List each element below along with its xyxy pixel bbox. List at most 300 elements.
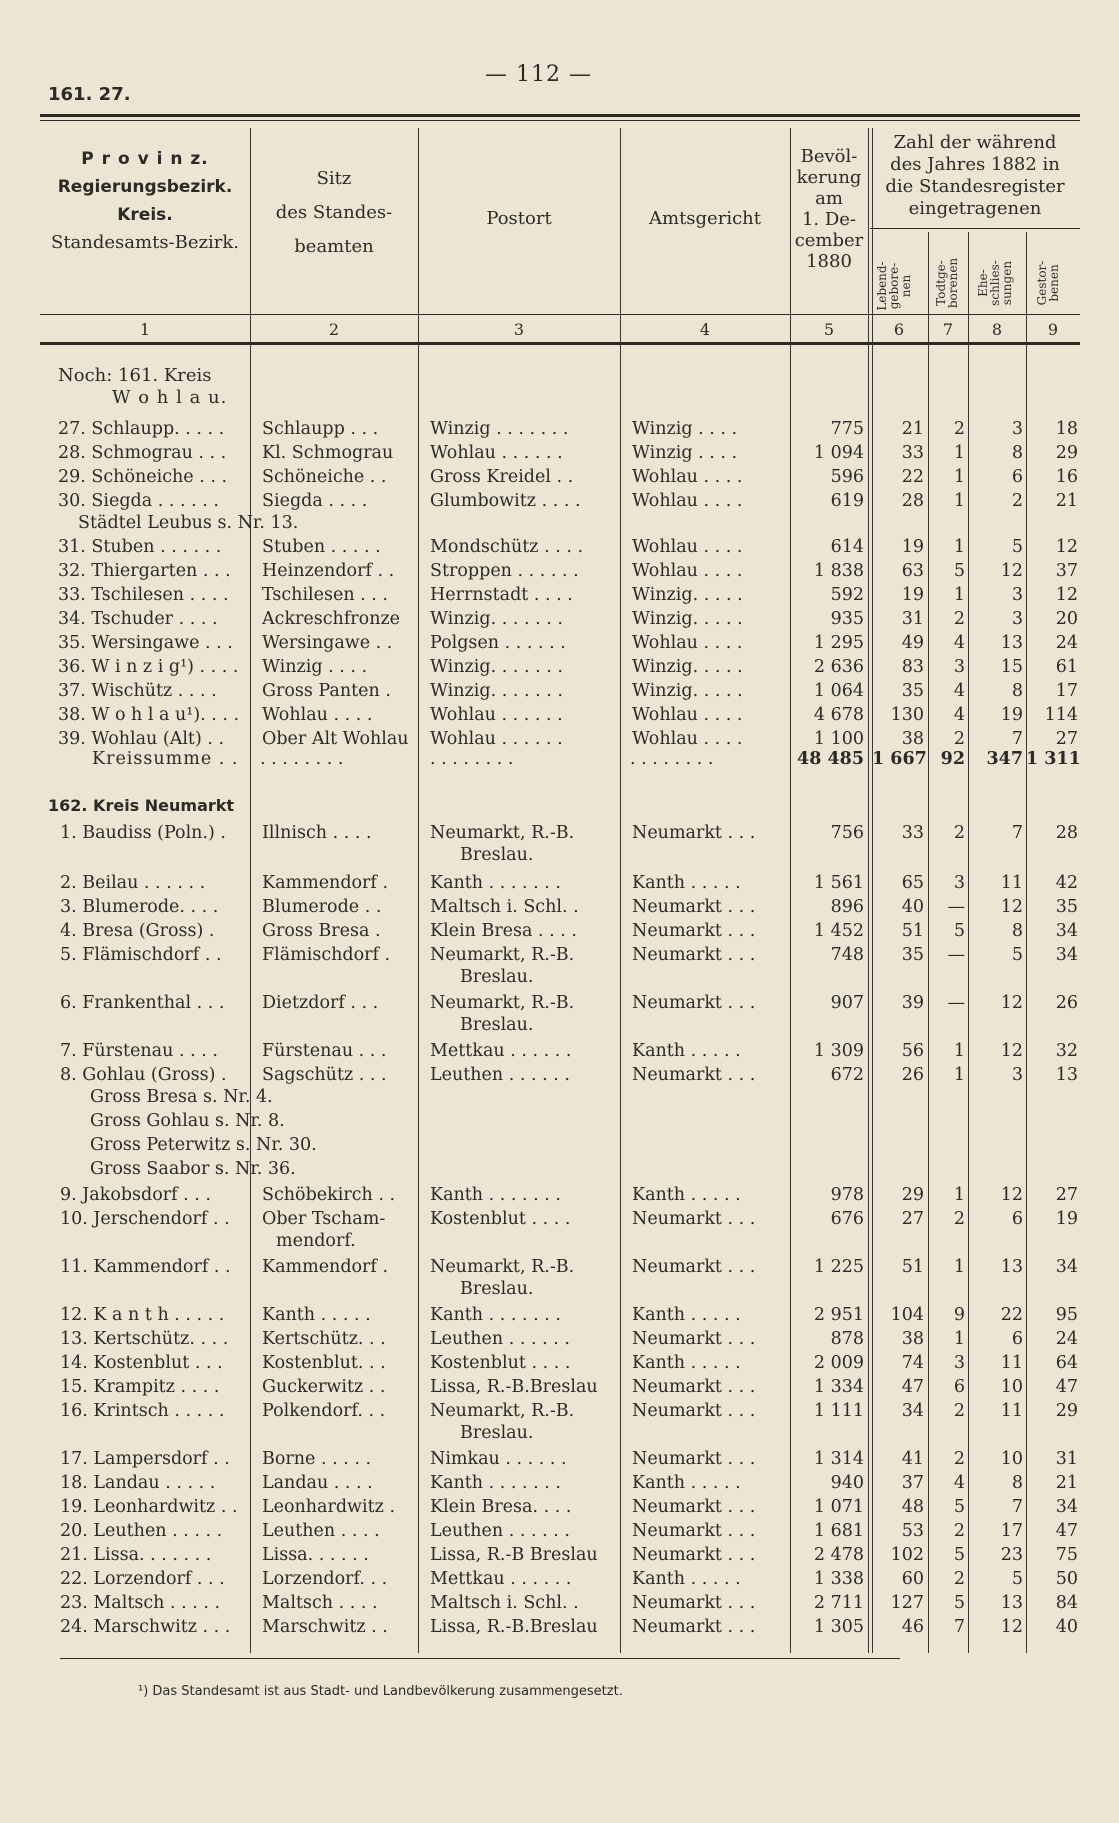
post-office: Lissa, R.-B.Breslau bbox=[430, 1617, 598, 1637]
value-l: 51 bbox=[901, 1257, 924, 1277]
value-t: 2 bbox=[953, 1569, 965, 1589]
value-l: 51 bbox=[901, 921, 924, 941]
post-office: Kanth . . . . . . . bbox=[430, 873, 561, 893]
district-name: 16. Krintsch . . . . . bbox=[60, 1401, 225, 1421]
value-l: 130 bbox=[890, 705, 924, 725]
registrar-seat: Kammendorf . bbox=[262, 873, 389, 893]
district-court: Kanth . . . . . bbox=[632, 1041, 741, 1061]
district-court: Wohlau . . . . bbox=[632, 561, 743, 581]
registrar-seat: Kostenblut. . . bbox=[262, 1353, 386, 1373]
value-v: 775 bbox=[830, 419, 864, 439]
post-office: Wohlau . . . . . . bbox=[430, 705, 563, 725]
value-l: 63 bbox=[901, 561, 924, 581]
header-bottom-rule bbox=[40, 314, 1080, 315]
sum-population: 48 485 bbox=[797, 749, 864, 769]
value-v: 748 bbox=[830, 945, 864, 965]
xref-gross-saabor: Gross Saabor s. Nr. 36. bbox=[90, 1159, 296, 1179]
registrar-seat: Blumerode . . bbox=[262, 897, 382, 917]
value-l: 22 bbox=[901, 467, 924, 487]
district-name: 34. Tschuder . . . . bbox=[58, 609, 218, 629]
value-e: 3 bbox=[1011, 1065, 1023, 1085]
value-e: 12 bbox=[1000, 897, 1023, 917]
value-e: 11 bbox=[1000, 873, 1023, 893]
value-t: 1 bbox=[953, 1041, 965, 1061]
district-name: 14. Kostenblut . . . bbox=[60, 1353, 223, 1373]
section-161-subtitle: W o h l a u. bbox=[112, 387, 228, 408]
value-e: 8 bbox=[1011, 1473, 1023, 1493]
value-t: 2 bbox=[953, 1449, 965, 1469]
registrar-seat: Kl. Schmograu bbox=[262, 443, 394, 463]
district-name: 24. Marschwitz . . . bbox=[60, 1617, 231, 1637]
xref-gross-peterwitz: Gross Peterwitz s. Nr. 30. bbox=[90, 1135, 317, 1155]
post-office: Wohlau . . . . . . bbox=[430, 443, 563, 463]
district-name: 3. Blumerode. . . . bbox=[60, 897, 219, 917]
registrar-seat: Schlaupp . . . bbox=[262, 419, 379, 439]
value-t: 1 bbox=[953, 1185, 965, 1205]
value-v: 2 636 bbox=[813, 657, 864, 677]
district-name: 39. Wohlau (Alt) . . bbox=[58, 729, 225, 749]
value-g: 95 bbox=[1055, 1305, 1078, 1325]
value-g: 47 bbox=[1055, 1521, 1078, 1541]
district-name: 28. Schmograu . . . bbox=[58, 443, 227, 463]
district-court: Winzig. . . . . bbox=[632, 657, 743, 677]
post-office: Herrnstadt . . . . bbox=[430, 585, 573, 605]
value-l: 49 bbox=[901, 633, 924, 653]
value-l: 19 bbox=[901, 585, 924, 605]
registrar-seat: Gross Bresa . bbox=[262, 921, 381, 941]
header-col9: Gestor- benen bbox=[1035, 260, 1061, 306]
post-office: Kanth . . . . . . . bbox=[430, 1305, 561, 1325]
value-g: 13 bbox=[1055, 1065, 1078, 1085]
district-court: Neumarkt . . . bbox=[632, 1545, 756, 1565]
value-v: 596 bbox=[830, 467, 864, 487]
value-g: 31 bbox=[1055, 1449, 1078, 1469]
value-l: 33 bbox=[901, 823, 924, 843]
district-name: 35. Wersingawe . . . bbox=[58, 633, 233, 653]
value-e: 23 bbox=[1000, 1545, 1023, 1565]
value-g: 26 bbox=[1055, 993, 1078, 1013]
colnum-8: 8 bbox=[991, 320, 1003, 339]
value-g: 34 bbox=[1055, 1257, 1078, 1277]
district-name: 32. Thiergarten . . . bbox=[58, 561, 231, 581]
district-name: 31. Stuben . . . . . . bbox=[58, 537, 222, 557]
district-court: Neumarkt . . . bbox=[632, 1401, 756, 1421]
value-l: 21 bbox=[901, 419, 924, 439]
registrar-seat: Guckerwitz . . bbox=[262, 1377, 386, 1397]
registrar-seat: Leuthen . . . . bbox=[262, 1521, 380, 1541]
registrar-seat: Schöneiche . . bbox=[262, 467, 387, 487]
registrar-seat: Wersingawe . . bbox=[262, 633, 393, 653]
value-g: 24 bbox=[1055, 1329, 1078, 1349]
district-court: Winzig . . . . bbox=[632, 443, 738, 463]
value-v: 2 009 bbox=[813, 1353, 864, 1373]
district-court: Winzig. . . . . bbox=[632, 609, 743, 629]
district-court: Neumarkt . . . bbox=[632, 1521, 756, 1541]
district-name: 11. Kammendorf . . bbox=[60, 1257, 231, 1277]
post-office-cont: Breslau. bbox=[460, 1423, 534, 1443]
value-t: 4 bbox=[953, 681, 965, 701]
district-court: Kanth . . . . . bbox=[632, 873, 741, 893]
colnum-3: 3 bbox=[513, 320, 525, 339]
value-g: 21 bbox=[1055, 1473, 1078, 1493]
header-col7: Todtge- borenen bbox=[934, 257, 960, 309]
post-office: Neumarkt, R.-B. bbox=[430, 993, 575, 1013]
value-t: 2 bbox=[953, 1521, 965, 1541]
value-e: 11 bbox=[1000, 1401, 1023, 1421]
value-g: 29 bbox=[1055, 443, 1078, 463]
value-g: 12 bbox=[1055, 537, 1078, 557]
value-e: 3 bbox=[1011, 585, 1023, 605]
district-name: 21. Lissa. . . . . . . bbox=[60, 1545, 212, 1565]
xref-gross-gohlau: Gross Gohlau s. Nr. 8. bbox=[90, 1111, 285, 1131]
district-name: 7. Fürstenau . . . . bbox=[60, 1041, 218, 1061]
value-v: 614 bbox=[830, 537, 864, 557]
value-t: 3 bbox=[953, 873, 965, 893]
section-162-title: 162. Kreis Neumarkt bbox=[48, 796, 235, 815]
colnum-6: 6 bbox=[893, 320, 905, 339]
district-court: Neumarkt . . . bbox=[632, 993, 756, 1013]
value-t: 7 bbox=[953, 1617, 965, 1637]
value-g: 64 bbox=[1055, 1353, 1078, 1373]
post-office: Leuthen . . . . . . bbox=[430, 1329, 570, 1349]
post-office: Kostenblut . . . . bbox=[430, 1353, 571, 1373]
district-name: 19. Leonhardwitz . . bbox=[60, 1497, 238, 1517]
colnum-1: 1 bbox=[139, 320, 151, 339]
value-l: 83 bbox=[901, 657, 924, 677]
value-g: 16 bbox=[1055, 467, 1078, 487]
value-g: 34 bbox=[1055, 921, 1078, 941]
value-l: 38 bbox=[901, 1329, 924, 1349]
value-t: 5 bbox=[953, 1497, 965, 1517]
district-court: Wohlau . . . . bbox=[632, 491, 743, 511]
value-e: 7 bbox=[1011, 729, 1023, 749]
district-name: 15. Krampitz . . . . bbox=[60, 1377, 220, 1397]
value-l: 31 bbox=[901, 609, 924, 629]
district-court: Winzig. . . . . bbox=[632, 585, 743, 605]
district-court: Wohlau . . . . bbox=[632, 729, 743, 749]
value-t: 1 bbox=[953, 443, 965, 463]
value-l: 47 bbox=[901, 1377, 924, 1397]
value-e: 11 bbox=[1000, 1353, 1023, 1373]
post-office: Neumarkt, R.-B. bbox=[430, 1257, 575, 1277]
district-name: 29. Schöneiche . . . bbox=[58, 467, 228, 487]
value-t: 1 bbox=[953, 1329, 965, 1349]
district-court: Neumarkt . . . bbox=[632, 823, 756, 843]
registrar-seat: Kammendorf . bbox=[262, 1257, 389, 1277]
value-l: 33 bbox=[901, 443, 924, 463]
registrar-seat: Stuben . . . . . bbox=[262, 537, 381, 557]
value-t: — bbox=[947, 993, 965, 1013]
value-t: 5 bbox=[953, 1545, 965, 1565]
value-v: 1 111 bbox=[813, 1401, 864, 1421]
vline bbox=[250, 128, 251, 1653]
sum-live-births: 1 667 bbox=[872, 749, 927, 769]
value-e: 5 bbox=[1011, 537, 1023, 557]
header-col1: P r o v i n z. Regierungsbezirk. Kreis. Standesamts-Bezirk. bbox=[50, 149, 239, 253]
value-v: 1 094 bbox=[813, 443, 864, 463]
footnote: ¹) Das Standesamt ist aus Stadt- und Landbevölkerung zusammengesetzt. bbox=[138, 1684, 623, 1699]
value-e: 17 bbox=[1000, 1521, 1023, 1541]
registrar-seat: Ober Tscham- bbox=[262, 1209, 386, 1229]
district-court: Wohlau . . . . bbox=[632, 633, 743, 653]
district-court: Kanth . . . . . bbox=[632, 1185, 741, 1205]
header-col2: Sitz des Standes- beamten bbox=[275, 168, 393, 257]
value-g: 29 bbox=[1055, 1401, 1078, 1421]
vline bbox=[620, 128, 621, 1653]
value-v: 1 452 bbox=[813, 921, 864, 941]
sum-dots-2: . . . . . . . . bbox=[260, 749, 344, 769]
header-col6: Lebend- gebore- nen bbox=[875, 261, 913, 311]
value-t: 5 bbox=[953, 561, 965, 581]
value-t: 5 bbox=[953, 1593, 965, 1613]
district-name: 37. Wischütz . . . . bbox=[58, 681, 217, 701]
registrar-seat: Borne . . . . . bbox=[262, 1449, 372, 1469]
registrar-seat: Polkendorf. . . bbox=[262, 1401, 386, 1421]
value-e: 22 bbox=[1000, 1305, 1023, 1325]
value-g: 27 bbox=[1055, 1185, 1078, 1205]
zahl-underline bbox=[870, 228, 1080, 229]
header-col5: Bevöl- kerung am 1. De- cember 1880 bbox=[794, 146, 864, 272]
section-161-title: Noch: 161. Kreis bbox=[58, 365, 212, 386]
header-col4: Amtsgericht bbox=[649, 208, 761, 229]
colnum-7: 7 bbox=[942, 320, 954, 339]
value-e: 6 bbox=[1011, 1329, 1023, 1349]
value-t: 1 bbox=[953, 1065, 965, 1085]
header-zahl: Zahl der während des Jahres 1882 in die Standesregister eingetragenen bbox=[885, 132, 1065, 219]
district-court: Neumarkt . . . bbox=[632, 1497, 756, 1517]
top-rule bbox=[40, 114, 1080, 117]
value-e: 5 bbox=[1011, 945, 1023, 965]
post-office-cont: Breslau. bbox=[460, 967, 534, 987]
value-t: 2 bbox=[953, 1401, 965, 1421]
district-court: Kanth . . . . . bbox=[632, 1569, 741, 1589]
district-court: Wohlau . . . . bbox=[632, 467, 743, 487]
value-l: 19 bbox=[901, 537, 924, 557]
sum-dots-3: . . . . . . . . bbox=[430, 749, 514, 769]
registrar-seat: Flämischdorf . bbox=[262, 945, 391, 965]
post-office: Klein Bresa. . . . bbox=[430, 1497, 572, 1517]
value-l: 28 bbox=[901, 491, 924, 511]
top-rule-thin bbox=[40, 120, 1080, 121]
value-v: 1 309 bbox=[813, 1041, 864, 1061]
district-court: Kanth . . . . . bbox=[632, 1473, 741, 1493]
value-e: 8 bbox=[1011, 681, 1023, 701]
value-g: 37 bbox=[1055, 561, 1078, 581]
value-g: 18 bbox=[1055, 419, 1078, 439]
vline bbox=[418, 128, 419, 1653]
value-t: 1 bbox=[953, 585, 965, 605]
sum-deaths: 1 311 bbox=[1026, 749, 1081, 769]
registrar-seat: Ober Alt Wohlau bbox=[262, 729, 409, 749]
district-court: Kanth . . . . . bbox=[632, 1353, 741, 1373]
value-t: — bbox=[947, 897, 965, 917]
value-v: 672 bbox=[830, 1065, 864, 1085]
value-v: 1 314 bbox=[813, 1449, 864, 1469]
value-e: 13 bbox=[1000, 1593, 1023, 1613]
value-t: — bbox=[947, 945, 965, 965]
value-e: 12 bbox=[1000, 993, 1023, 1013]
value-e: 19 bbox=[1000, 705, 1023, 725]
district-court: Wohlau . . . . bbox=[632, 705, 743, 725]
value-g: 24 bbox=[1055, 633, 1078, 653]
district-court: Neumarkt . . . bbox=[632, 1329, 756, 1349]
value-t: 1 bbox=[953, 491, 965, 511]
value-e: 15 bbox=[1000, 657, 1023, 677]
value-t: 1 bbox=[953, 537, 965, 557]
value-e: 3 bbox=[1011, 419, 1023, 439]
value-v: 1 225 bbox=[813, 1257, 864, 1277]
registrar-seat: Schöbekirch . . bbox=[262, 1185, 396, 1205]
value-e: 5 bbox=[1011, 1569, 1023, 1589]
value-e: 10 bbox=[1000, 1449, 1023, 1469]
value-t: 1 bbox=[953, 467, 965, 487]
district-court: Neumarkt . . . bbox=[632, 1209, 756, 1229]
xref-gross-bresa: Gross Bresa s. Nr. 4. bbox=[90, 1087, 273, 1107]
district-court: Winzig. . . . . bbox=[632, 681, 743, 701]
colnum-9: 9 bbox=[1047, 320, 1059, 339]
value-t: 5 bbox=[953, 921, 965, 941]
district-court: Neumarkt . . . bbox=[632, 1617, 756, 1637]
value-l: 40 bbox=[901, 897, 924, 917]
value-l: 35 bbox=[901, 681, 924, 701]
value-l: 46 bbox=[901, 1617, 924, 1637]
registrar-seat: Lissa. . . . . . bbox=[262, 1545, 369, 1565]
sum-marriages: 347 bbox=[986, 749, 1023, 769]
district-court: Winzig . . . . bbox=[632, 419, 738, 439]
post-office: Polgsen . . . . . . bbox=[430, 633, 566, 653]
registrar-seat-cont: mendorf. bbox=[276, 1231, 356, 1251]
value-v: 1 561 bbox=[813, 873, 864, 893]
value-l: 104 bbox=[890, 1305, 924, 1325]
district-name: 38. W o h l a u¹). . . . bbox=[58, 705, 240, 725]
registrar-seat: Siegda . . . . bbox=[262, 491, 368, 511]
registrar-seat: Wohlau . . . . bbox=[262, 705, 373, 725]
post-office: Kostenblut . . . . bbox=[430, 1209, 571, 1229]
post-office: Neumarkt, R.-B. bbox=[430, 823, 575, 843]
registrar-seat: Illnisch . . . . bbox=[262, 823, 372, 843]
value-t: 6 bbox=[953, 1377, 965, 1397]
post-office: Mettkau . . . . . . bbox=[430, 1569, 572, 1589]
district-court: Kanth . . . . . bbox=[632, 1305, 741, 1325]
value-e: 12 bbox=[1000, 1041, 1023, 1061]
value-e: 6 bbox=[1011, 1209, 1023, 1229]
district-name: 23. Maltsch . . . . . bbox=[60, 1593, 221, 1613]
registrar-seat: Dietzdorf . . . bbox=[262, 993, 379, 1013]
registrar-seat: Fürstenau . . . bbox=[262, 1041, 387, 1061]
registrar-seat: Ackreschfronze bbox=[262, 609, 401, 629]
value-e: 12 bbox=[1000, 1617, 1023, 1637]
post-office: Maltsch i. Schl. . bbox=[430, 1593, 579, 1613]
value-v: 878 bbox=[830, 1329, 864, 1349]
district-name: 17. Lampersdorf . . bbox=[60, 1449, 230, 1469]
value-v: 940 bbox=[830, 1473, 864, 1493]
value-l: 39 bbox=[901, 993, 924, 1013]
value-t: 2 bbox=[953, 823, 965, 843]
value-l: 48 bbox=[901, 1497, 924, 1517]
value-v: 1 064 bbox=[813, 681, 864, 701]
district-name: 18. Landau . . . . . bbox=[60, 1473, 216, 1493]
value-g: 19 bbox=[1055, 1209, 1078, 1229]
district-name: 30. Siegda . . . . . . bbox=[58, 491, 219, 511]
value-v: 1 305 bbox=[813, 1617, 864, 1637]
district-court: Neumarkt . . . bbox=[632, 1065, 756, 1085]
header-col8: Ehe- schlies- sungen bbox=[976, 260, 1014, 306]
registrar-seat: Winzig . . . . bbox=[262, 657, 368, 677]
value-v: 1 338 bbox=[813, 1569, 864, 1589]
value-e: 6 bbox=[1011, 467, 1023, 487]
post-office: Stroppen . . . . . . bbox=[430, 561, 579, 581]
value-e: 12 bbox=[1000, 1185, 1023, 1205]
value-l: 34 bbox=[901, 1401, 924, 1421]
registrar-seat: Maltsch . . . . bbox=[262, 1593, 378, 1613]
value-l: 127 bbox=[890, 1593, 924, 1613]
post-office: Winzig. . . . . . . bbox=[430, 657, 563, 677]
xref-leubus: Städtel Leubus s. Nr. 13. bbox=[78, 513, 299, 533]
value-g: 34 bbox=[1055, 945, 1078, 965]
registrar-seat: Sagschütz . . . bbox=[262, 1065, 387, 1085]
value-e: 2 bbox=[1011, 491, 1023, 511]
value-g: 84 bbox=[1055, 1593, 1078, 1613]
value-g: 21 bbox=[1055, 491, 1078, 511]
colnum-5: 5 bbox=[823, 320, 835, 339]
district-court: Neumarkt . . . bbox=[632, 897, 756, 917]
value-l: 74 bbox=[901, 1353, 924, 1373]
value-e: 8 bbox=[1011, 921, 1023, 941]
post-office: Glumbowitz . . . . bbox=[430, 491, 581, 511]
post-office: Lissa, R.-B.Breslau bbox=[430, 1377, 598, 1397]
value-l: 56 bbox=[901, 1041, 924, 1061]
value-t: 2 bbox=[953, 419, 965, 439]
post-office: Winzig. . . . . . . bbox=[430, 609, 563, 629]
district-name: 36. W i n z i g¹) . . . . bbox=[58, 657, 239, 677]
district-name: 10. Jerschendorf . . bbox=[60, 1209, 230, 1229]
post-office: Winzig . . . . . . . bbox=[430, 419, 569, 439]
page-reference: 161. 27. bbox=[48, 84, 131, 105]
post-office-cont: Breslau. bbox=[460, 1279, 534, 1299]
value-e: 8 bbox=[1011, 443, 1023, 463]
value-l: 26 bbox=[901, 1065, 924, 1085]
value-g: 75 bbox=[1055, 1545, 1078, 1565]
value-t: 2 bbox=[953, 729, 965, 749]
value-g: 61 bbox=[1055, 657, 1078, 677]
value-l: 37 bbox=[901, 1473, 924, 1493]
district-name: 27. Schlaupp. . . . . bbox=[58, 419, 225, 439]
value-g: 35 bbox=[1055, 897, 1078, 917]
post-office: Lissa, R.-B Breslau bbox=[430, 1545, 598, 1565]
district-court: Neumarkt . . . bbox=[632, 945, 756, 965]
value-g: 114 bbox=[1044, 705, 1078, 725]
sum-label: Kreissumme . . bbox=[92, 749, 239, 769]
value-v: 1 838 bbox=[813, 561, 864, 581]
sum-dots-4: . . . . . . . . bbox=[630, 749, 714, 769]
value-l: 41 bbox=[901, 1449, 924, 1469]
value-g: 40 bbox=[1055, 1617, 1078, 1637]
value-e: 13 bbox=[1000, 633, 1023, 653]
value-l: 38 bbox=[901, 729, 924, 749]
value-e: 3 bbox=[1011, 609, 1023, 629]
registrar-seat: Leonhardwitz . bbox=[262, 1497, 396, 1517]
district-court: Neumarkt . . . bbox=[632, 1593, 756, 1613]
registrar-seat: Tschilesen . . . bbox=[262, 585, 388, 605]
value-t: 1 bbox=[953, 1257, 965, 1277]
post-office: Wohlau . . . . . . bbox=[430, 729, 563, 749]
value-l: 65 bbox=[901, 873, 924, 893]
value-g: 27 bbox=[1055, 729, 1078, 749]
value-g: 50 bbox=[1055, 1569, 1078, 1589]
value-g: 12 bbox=[1055, 585, 1078, 605]
value-l: 29 bbox=[901, 1185, 924, 1205]
value-v: 676 bbox=[830, 1209, 864, 1229]
